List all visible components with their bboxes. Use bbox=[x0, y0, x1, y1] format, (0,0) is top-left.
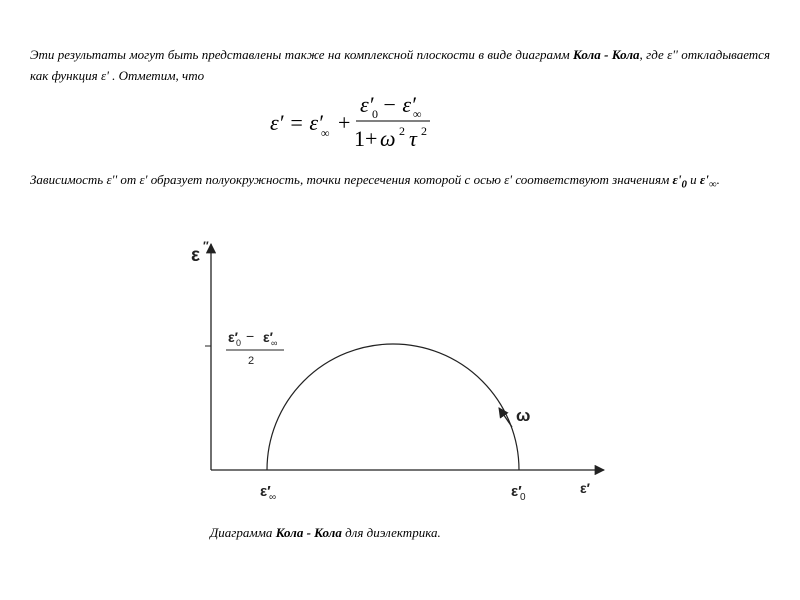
caption-text-1: Диаграмма bbox=[210, 525, 276, 540]
x-label-eps-inf: ε′ bbox=[260, 483, 271, 500]
formula-num-minus: − ε′ bbox=[382, 92, 416, 117]
eps0-symbol: ε' bbox=[672, 172, 682, 187]
paragraph-semicircle bbox=[30, 169, 770, 196]
caption-text-2: для диэлектрика. bbox=[341, 525, 441, 540]
x-label-eps-zero-sub: 0 bbox=[520, 492, 526, 503]
y-axis-label-prime: ′′ bbox=[203, 239, 209, 253]
debye-formula bbox=[268, 88, 448, 154]
tick-num-minus: − bbox=[246, 328, 255, 344]
paragraph-intro bbox=[30, 44, 770, 86]
tick-num-epsinf: ε′ bbox=[263, 329, 274, 345]
y-axis-label: ε bbox=[191, 245, 201, 266]
formula-num-eps: ε′ bbox=[360, 92, 374, 117]
omega-label: ω bbox=[516, 406, 531, 425]
semicircle-text: Зависимость ε'' от ε' образует полуокружность, точки пересечения которой с осью ε' соответствуют значениям bbox=[30, 172, 673, 187]
epsinf-sub: ∞ bbox=[708, 178, 717, 191]
cole-cole-diagram bbox=[0, 230, 800, 520]
formula-num-sub0: 0 bbox=[372, 107, 378, 121]
conj-text: и bbox=[686, 172, 700, 187]
formula-den-sq2: 2 bbox=[421, 124, 427, 138]
eps0-sub: 0 bbox=[681, 178, 687, 191]
tick-num-subinf: ∞ bbox=[271, 338, 278, 348]
tick-num-sub0: 0 bbox=[236, 338, 242, 348]
x-label-eps-inf-sub: ∞ bbox=[269, 492, 277, 503]
epsinf-symbol: ε' bbox=[699, 172, 709, 187]
formula-lhs: ε′ = ε′ bbox=[270, 110, 323, 135]
intro-text-2: , где ε'' откладывается как функция ε' . Отметим, что bbox=[30, 47, 770, 83]
formula-den-tau: τ bbox=[409, 126, 417, 151]
omega-arrow bbox=[499, 408, 512, 427]
formula-den-sq1: 2 bbox=[399, 124, 405, 138]
caption-bold: Кола - Кола bbox=[275, 525, 342, 540]
x-axis-label: ε′ bbox=[580, 480, 591, 496]
formula-lhs-sub: ∞ bbox=[321, 126, 330, 140]
x-label-eps-zero: ε′ bbox=[511, 483, 522, 500]
paragraph-end: . bbox=[716, 172, 720, 187]
formula-den-one: 1+ bbox=[354, 126, 378, 151]
intro-bold-cole-cole: Кола - Кола bbox=[573, 47, 640, 62]
semicircle-arc bbox=[267, 344, 519, 470]
formula-num-subinf: ∞ bbox=[413, 107, 422, 121]
formula-den-omega: ω bbox=[380, 126, 396, 151]
tick-num-eps0: ε′ bbox=[228, 329, 239, 345]
intro-text-1: Эти результаты могут быть представлены также на комплексной плоскости в виде диаграмм bbox=[30, 47, 574, 62]
figure-caption bbox=[210, 525, 441, 541]
formula-plus: + bbox=[338, 110, 351, 135]
tick-den: 2 bbox=[248, 355, 255, 367]
